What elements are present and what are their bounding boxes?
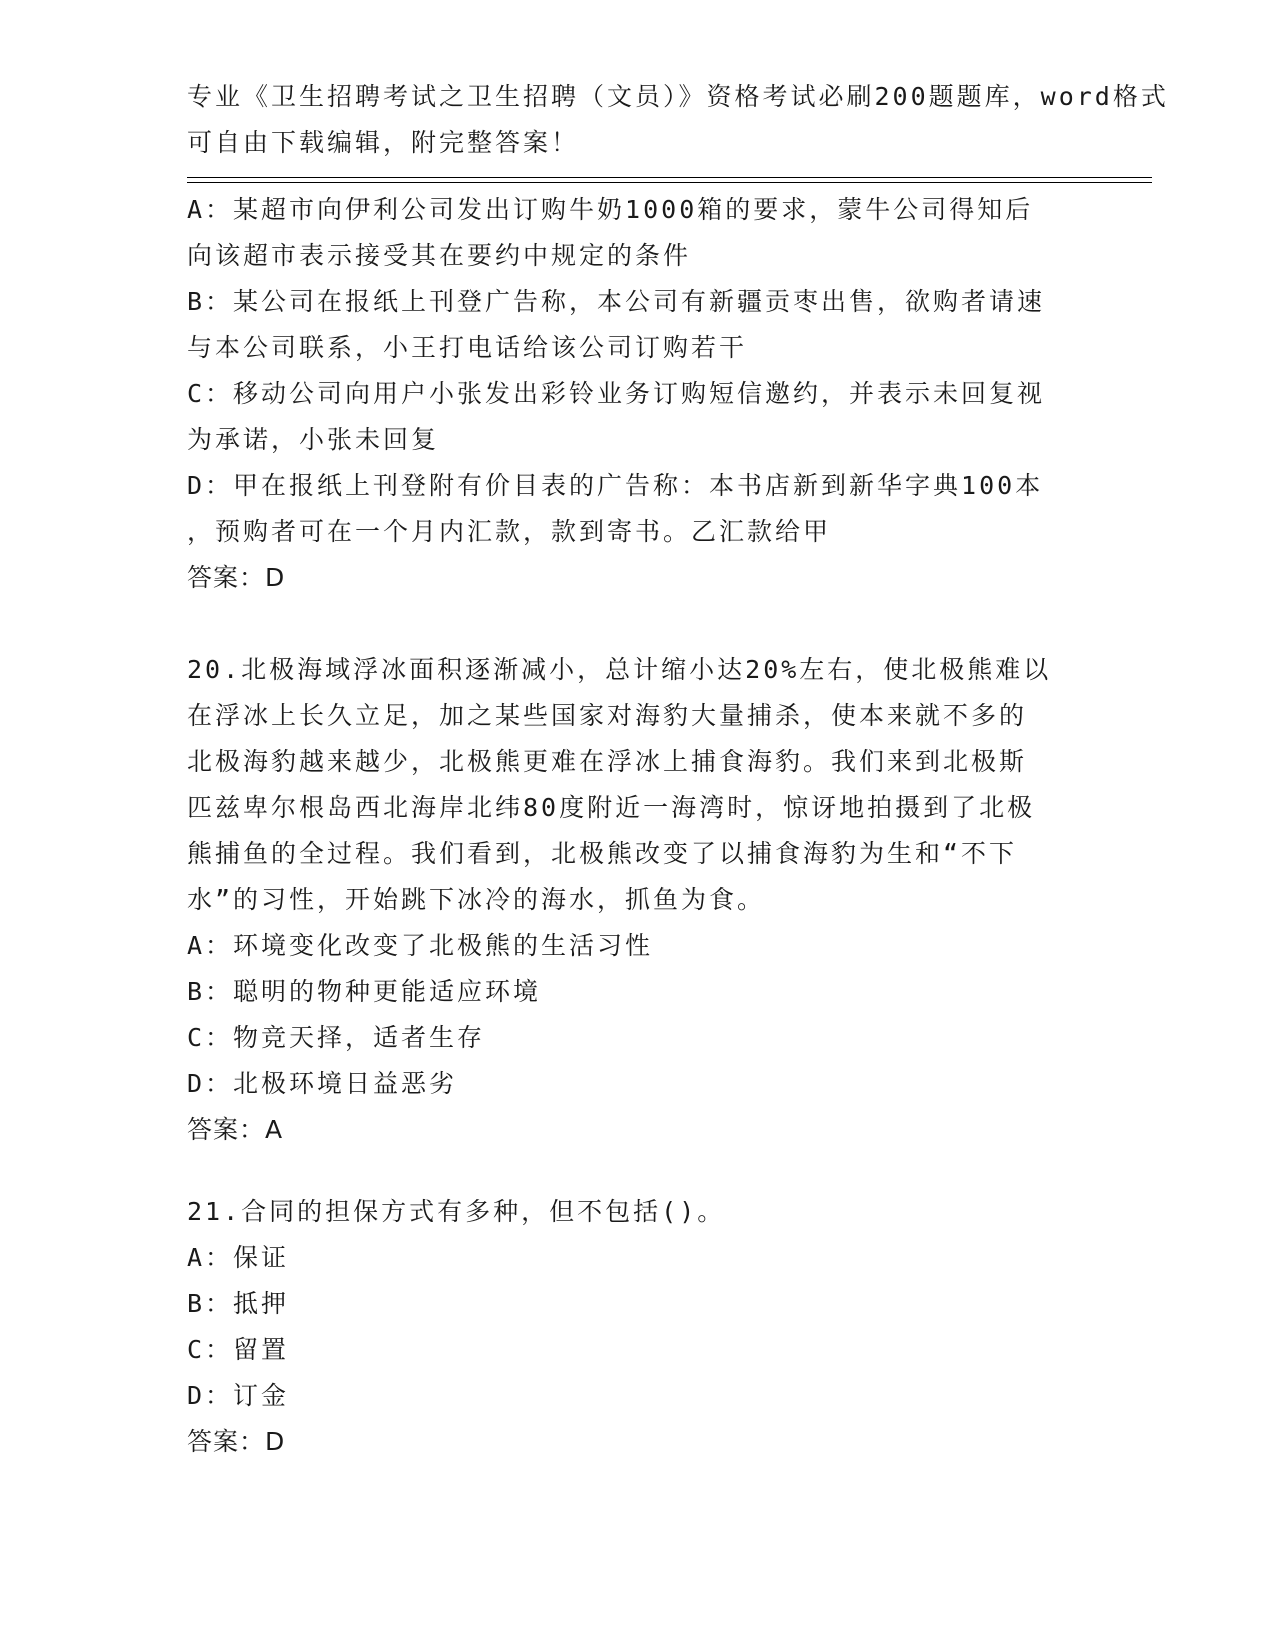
answer-20: 答案：A [187,1115,284,1144]
question-20-stem-line-6: 水”的习性，开始跳下冰冷的海水，抓鱼为食。 [187,885,766,914]
spacer [187,601,1087,647]
question-20-option-d: D：北极环境日益恶劣 [187,1069,458,1098]
question-20-option-b: B：聪明的物种更能适应环境 [187,977,542,1006]
spacer [187,1153,1087,1189]
option-b-line-2: 与本公司联系，小王打电话给该公司订购若干 [187,333,748,362]
question-20-stem-line-3: 北极海豹越来越少，北极熊更难在浮冰上捕食海豹。我们来到北极斯 [187,747,1028,776]
question-20-option-c: C：物竞天择，适者生存 [187,1023,486,1052]
answer-19: 答案：D [187,563,286,592]
header-line-1: 专业《卫生招聘考试之卫生招聘（文员）》资格考试必刷200题题库，word格式 [187,82,1169,111]
option-c-line-2: 为承诺，小张未回复 [187,425,440,454]
option-c-line-1: C：移动公司向用户小张发出彩铃业务订购短信邀约，并表示未回复视 [187,379,1046,408]
option-d-line-1: D：甲在报纸上刊登附有价目表的广告称：本书店新到新华字典100本 [187,471,1044,500]
question-21-option-a: A：保证 [187,1243,290,1272]
option-d-line-2: ，预购者可在一个月内汇款，款到寄书。乙汇款给甲 [187,517,832,546]
question-19-options [187,187,1087,601]
answer-21: 答案：D [187,1427,286,1456]
header-divider-bottom [187,182,1152,183]
question-21 [187,1189,1087,1465]
question-21-stem: 21.合同的担保方式有多种，但不包括()。 [187,1197,726,1226]
option-a-line-1: A：某超市向伊利公司发出订购牛奶1000箱的要求，蒙牛公司得知后 [187,195,1034,224]
question-20-stem-line-5: 熊捕鱼的全过程。我们看到，北极熊改变了以捕食海豹为生和“不下 [187,839,1018,868]
question-20-stem-line-2: 在浮冰上长久立足，加之某些国家对海豹大量捕杀，使本来就不多的 [187,701,1028,730]
document-header [187,74,1169,166]
header-line-2: 可自由下载编辑，附完整答案！ [187,128,580,157]
question-21-option-b: B：抵押 [187,1289,290,1318]
question-20 [187,647,1087,1153]
question-21-option-d: D：订金 [187,1381,290,1410]
option-a-line-2: 向该超市表示接受其在要约中规定的条件 [187,241,692,270]
question-20-stem-line-1: 20.北极海域浮冰面积逐渐减小，总计缩小达20%左右，使北极熊难以 [187,655,1052,684]
document-body [187,187,1087,1465]
header-divider-top [187,177,1152,178]
question-21-option-c: C：留置 [187,1335,290,1364]
option-b-line-1: B：某公司在报纸上刊登广告称，本公司有新疆贡枣出售，欲购者请速 [187,287,1046,316]
question-20-stem-line-4: 匹兹卑尔根岛西北海岸北纬80度附近一海湾时，惊讶地拍摄到了北极 [187,793,1036,822]
question-20-option-a: A：环境变化改变了北极熊的生活习性 [187,931,654,960]
